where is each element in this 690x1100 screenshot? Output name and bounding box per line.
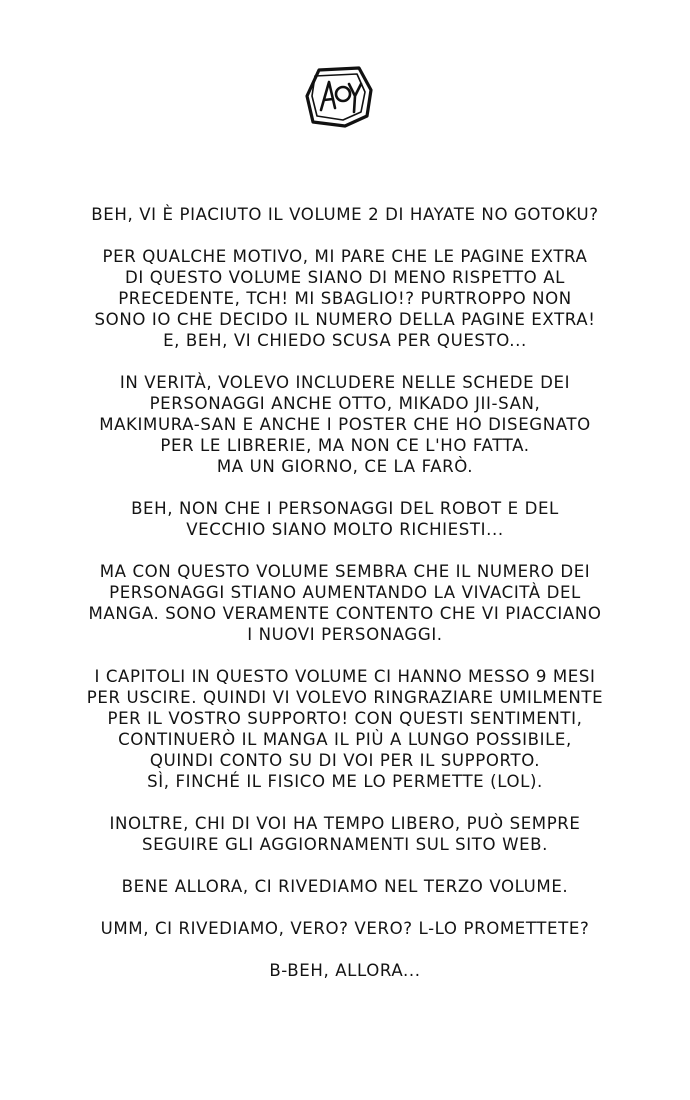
text-line: PER USCIRE. QUINDI VI VOLEVO RINGRAZIARE UMILMENTE [86,688,604,707]
text-line: BEH, VI È PIACIUTO IL VOLUME 2 DI HAYATE NO GOTOKU? [91,205,599,224]
paragraph [30,204,660,225]
text-line: PERSONAGGI STIANO AUMENTANDO LA VIVACITÀ DEL [109,583,581,602]
text-line: SONO IO CHE DECIDO IL NUMERO DELLA PAGINE EXTRA! [94,310,596,329]
text-line: PERSONAGGI ANCHE OTTO, MIKADO JII-SAN, [149,394,541,413]
text-line: BEH, NON CHE I PERSONAGGI DEL ROBOT E DEL [131,499,559,518]
author-seal-stamp [305,66,373,128]
paragraph [30,813,660,855]
text-line: IN VERITÀ, VOLEVO INCLUDERE NELLE SCHEDE DEI [119,373,571,392]
text-line: SEGUIRE GLI AGGIORNAMENTI SUL SITO WEB. [141,835,549,854]
text-line: PER LE LIBRERIE, MA NON CE L'HO FATTA. [160,436,530,455]
text-line: BENE ALLORA, CI RIVEDIAMO NEL TERZO VOLUME. [121,877,569,896]
text-line: INOLTRE, CHI DI VOI HA TEMPO LIBERO, PUÒ SEMPRE [109,814,581,833]
text-line: I NUOVI PERSONAGGI. [247,625,443,644]
text-line: CONTINUERÒ IL MANGA IL PIÙ A LUNGO POSSIBILE, [118,730,572,749]
text-line: PER IL VOSTRO SUPPORTO! CON QUESTI SENTIMENTI, [107,709,583,728]
paragraph [30,561,660,645]
paragraph [30,918,660,939]
text-line: PRECEDENTE, TCH! MI SBAGLIO!? PURTROPPO NON [118,289,572,308]
paragraph [30,666,660,792]
text-line: QUINDI CONTO SU DI VOI PER IL SUPPORTO. [149,751,541,770]
text-line: MA UN GIORNO, CE LA FARÒ. [216,457,474,476]
text-line: PER QUALCHE MOTIVO, MI PARE CHE LE PAGINE EXTRA [102,247,588,266]
text-line: VECCHIO SIANO MOLTO RICHIESTI... [186,520,504,539]
text-line: B-BEH, ALLORA... [269,961,421,980]
paragraph [30,876,660,897]
text-line: E, BEH, VI CHIEDO SCUSA PER QUESTO... [163,331,527,350]
text-line: I CAPITOLI IN QUESTO VOLUME CI HANNO MESSO 9 MESI [94,667,596,686]
text-line: MAKIMURA-SAN E ANCHE I POSTER CHE HO DISEGNATO [99,415,591,434]
paragraph [30,372,660,477]
text-line: UMM, CI RIVEDIAMO, VERO? VERO? L-LO PROMETTETE? [100,919,590,938]
text-line: SÌ, FINCHÉ IL FISICO ME LO PERMETTE (LOL). [147,772,543,791]
paragraph [30,498,660,540]
paragraph [30,246,660,351]
text-line: DI QUESTO VOLUME SIANO DI MENO RISPETTO AL [125,268,565,287]
paragraph [30,960,660,981]
text-line: MA CON QUESTO VOLUME SEMBRA CHE IL NUMERO DEI [99,562,591,581]
text-line: MANGA. SONO VERAMENTE CONTENTO CHE VI PIACCIANO [88,604,602,623]
afterword-text [30,204,660,981]
